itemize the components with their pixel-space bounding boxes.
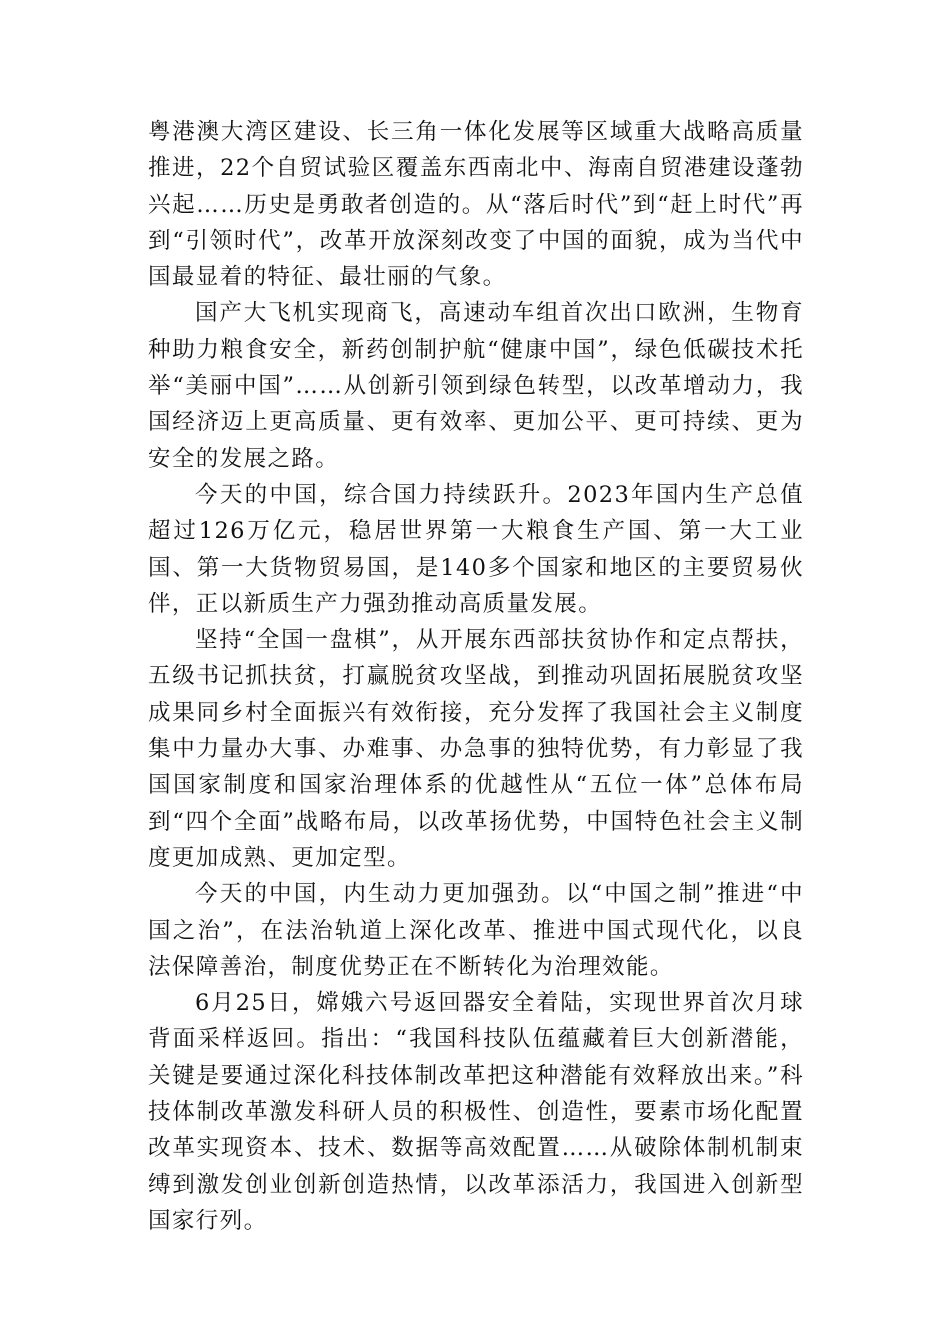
paragraph-1: 粤港澳大湾区建设、长三角一体化发展等区域重大战略高质量推进，22个自贸试验区覆盖东西南北中、海南自贸港建设蓬勃兴起……历史是勇敢者创造的。从“落后时代”到“赶上时代”再到“引领时代”，改革开放深刻改变了中国的面貌，成为当代中国最显着的特征、最壮丽的气象。 [148, 119, 804, 291]
paragraph-2: 国产大飞机实现商飞，高速动车组首次出口欧洲，生物育种助力粮食安全，新药创制护航“健康中国”，绿色低碳技术托举“美丽中国”……从创新引领到绿色转型，以改革增动力，我国经济迈上更高质量、更有效率、更加公平、更可持续、更为安全的发展之路。 [148, 300, 804, 472]
paragraph-4: 坚持“全国一盘棋”，从开展东西部扶贫协作和定点帮扶，五级书记抓扶贫，打赢脱贫攻坚战，到推动巩固拓展脱贫攻坚成果同乡村全面振兴有效衔接，充分发挥了我国社会主义制度集中力量办大事、办难事、办急事的独特优势，有力彰显了我国国家制度和国家治理体系的优越性从“五位一体”总体布局到“四个全面”战略布局，以改革扬优势，中国特色社会主义制度更加成熟、更加定型。 [148, 627, 804, 871]
article-body [148, 114, 804, 1239]
paragraph-5: 今天的中国，内生动力更加强劲。以“中国之制”推进“中国之治”，在法治轨道上深化改革、推进中国式现代化，以良法保障善治，制度优势正在不断转化为治理效能。 [148, 881, 804, 980]
paragraph-3: 今天的中国，综合国力持续跃升。2023年国内生产总值超过126万亿元，稳居世界第一大粮食生产国、第一大工业国、第一大货物贸易国，是140多个国家和地区的主要贸易伙伴，正以新质生产力强劲推动高质量发展。 [148, 481, 804, 617]
paragraph-6: 6月25日，嫦娥六号返回器安全着陆，实现世界首次月球背面采样返回。指出：“我国科技队伍蕴藏着巨大创新潜能，关键是要通过深化科技体制改革把这种潜能有效释放出来。”科技体制改革激发科研人员的积极性、创造性，要素市场化配置改革实现资本、技术、数据等高效配置……从破除体制机制束缚到激发创业创新创造热情，以改革添活力，我国进入创新型国家行列。 [148, 990, 804, 1234]
